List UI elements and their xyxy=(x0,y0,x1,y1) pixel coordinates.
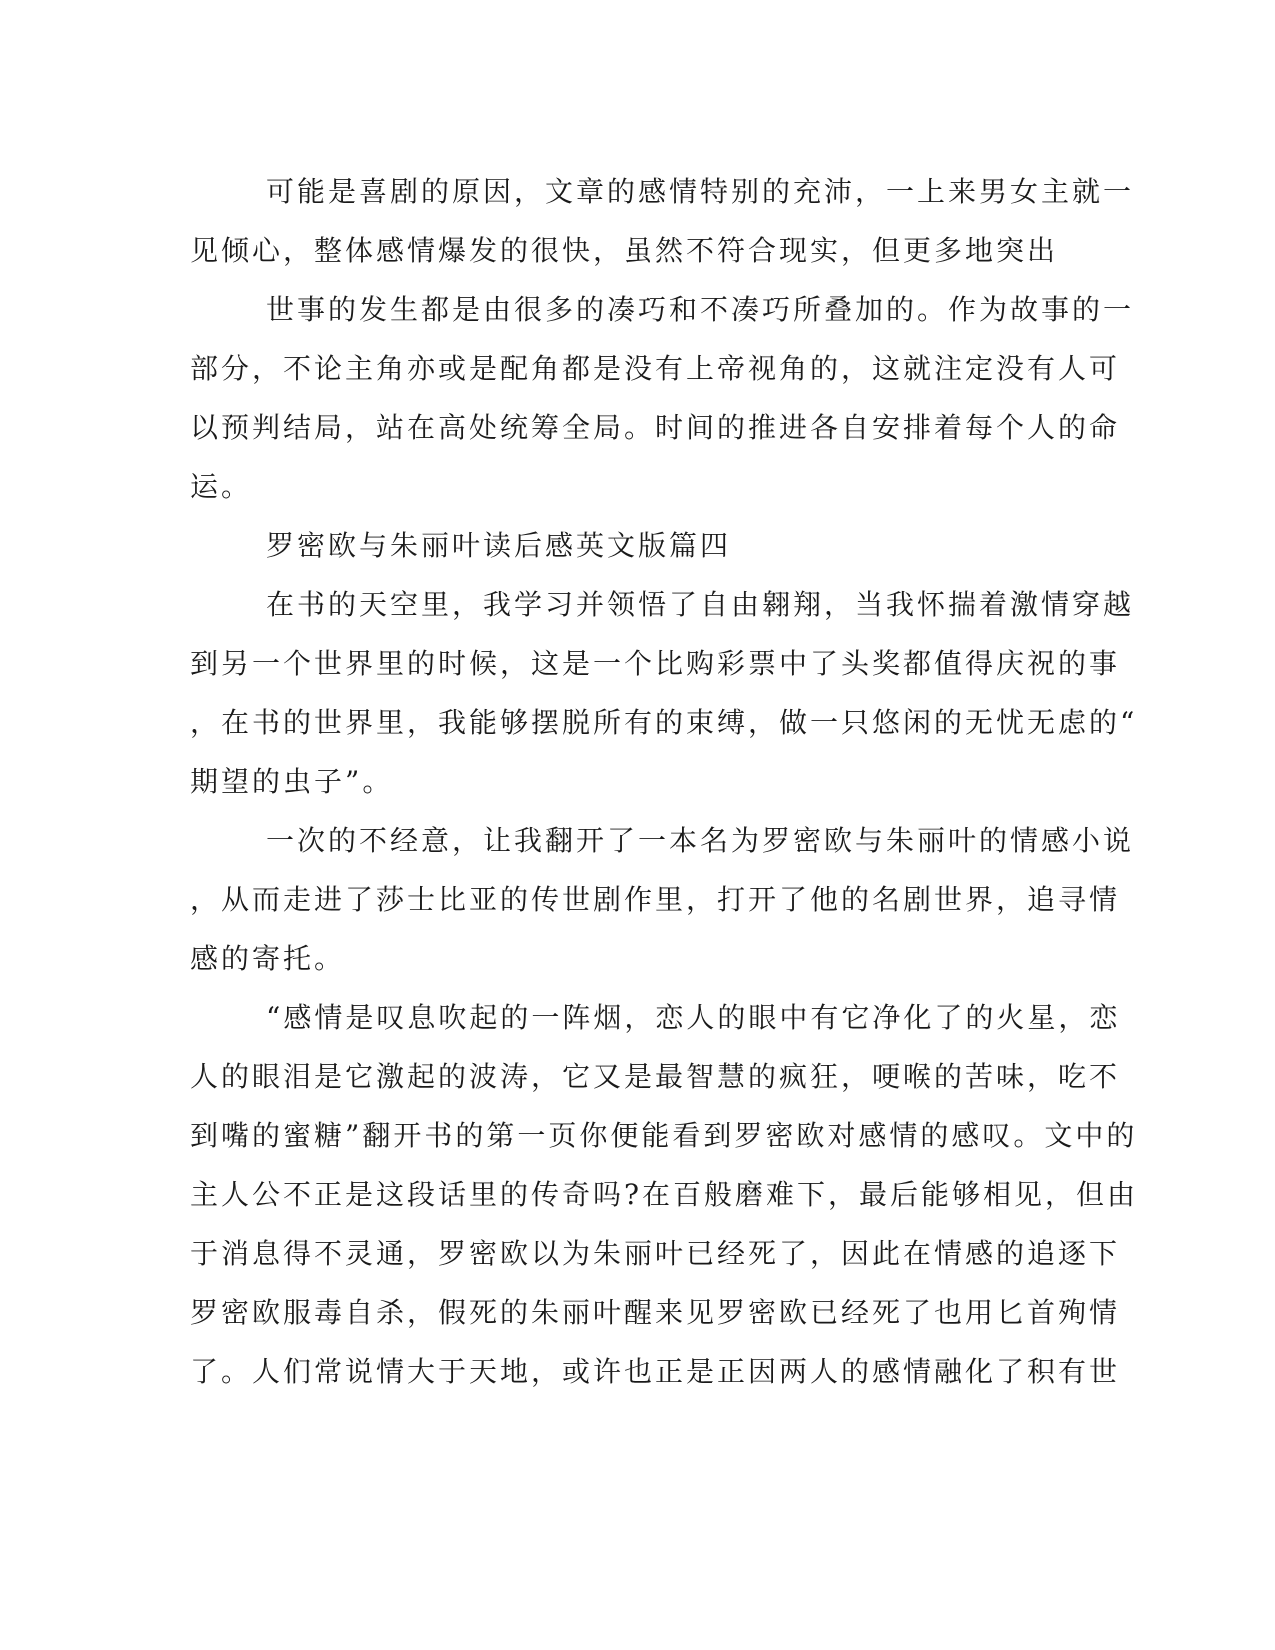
paragraph-line: 到另一个世界里的时候，这是一个比购彩票中了头奖都值得庆祝的事 xyxy=(190,647,1121,680)
paragraph-line: 在书的天空里，我学习并领悟了自由翱翔，当我怀揣着激情穿越 xyxy=(266,588,1135,621)
paragraph-line: 主人公不正是这段话里的传奇吗?在百般磨难下，最后能够相见，但由 xyxy=(190,1178,1139,1211)
paragraph-line: 以预判结局，站在高处统筹全局。时间的推进各自安排着每个人的命 xyxy=(190,411,1121,444)
section-heading xyxy=(190,516,1070,575)
paragraph-line: 一次的不经意，让我翻开了一本名为罗密欧与朱丽叶的情感小说 xyxy=(266,824,1135,857)
paragraph-line: 见倾心，整体感情爆发的很快，虽然不符合现实，但更多地突出 xyxy=(190,234,1059,267)
paragraph-coincidence xyxy=(190,280,1135,516)
paragraph-line: 到嘴的蜜糖”翻开书的第一页你便能看到罗密欧对感情的感叹。文中的 xyxy=(190,1119,1138,1152)
paragraph-line: 了。人们常说情大于天地，或许也正是正因两人的感情融化了积有世 xyxy=(190,1355,1121,1388)
paragraph-line: 运。 xyxy=(190,470,253,503)
paragraph-line: 于消息得不灵通，罗密欧以为朱丽叶已经死了，因此在情感的追逐下 xyxy=(190,1237,1121,1270)
paragraph-opening-novel xyxy=(190,811,1135,988)
paragraph-line: ，从而走进了莎士比亚的传世剧作里，打开了他的名剧世界，追寻情 xyxy=(190,883,1121,916)
section-heading-text: 罗密欧与朱丽叶读后感英文版篇四 xyxy=(266,529,732,562)
paragraph-love-quote xyxy=(190,988,1139,1401)
paragraph-line: 世事的发生都是由很多的凑巧和不凑巧所叠加的。作为故事的一 xyxy=(266,293,1135,326)
paragraph-line: 罗密欧服毒自杀，假死的朱丽叶醒来见罗密欧已经死了也用匕首殉情 xyxy=(190,1296,1121,1329)
paragraph-line: “感情是叹息吹起的一阵烟，恋人的眼中有它净化了的火星，恋 xyxy=(266,1001,1121,1034)
paragraph-line: 人的眼泪是它激起的波涛，它又是最智慧的疯狂，哽喉的苦味，吃不 xyxy=(190,1060,1121,1093)
paragraph-line: 感的寄托。 xyxy=(190,942,346,975)
paragraph-comedy-emotion xyxy=(190,162,1135,280)
paragraph-line: ，在书的世界里，我能够摆脱所有的束缚，做一只悠闲的无忧无虑的“ xyxy=(190,706,1138,739)
paragraph-line: 部分，不论主角亦或是配角都是没有上帝视角的，这就注定没有人可 xyxy=(190,352,1121,385)
paragraph-book-sky xyxy=(190,575,1138,811)
paragraph-line: 期望的虫子”。 xyxy=(190,765,394,798)
paragraph-line: 可能是喜剧的原因，文章的感情特别的充沛，一上来男女主就一 xyxy=(266,175,1135,208)
